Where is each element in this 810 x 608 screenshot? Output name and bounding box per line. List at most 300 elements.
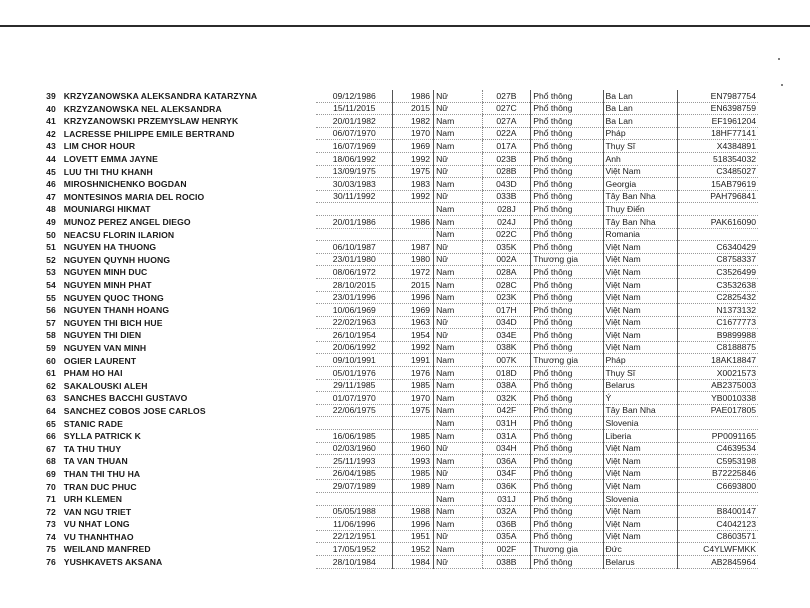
passenger-name: SANCHES BACCHI GUSTAVO xyxy=(63,393,188,404)
table-row xyxy=(38,455,758,468)
birth-year: 1969 xyxy=(393,304,434,317)
birth-year: 1975 xyxy=(393,165,434,178)
ticket-class: Thương gia xyxy=(531,543,603,556)
row-number: 60 xyxy=(46,355,56,366)
gender: Nam xyxy=(434,367,483,380)
seat-code: 036B xyxy=(482,518,531,531)
table-row xyxy=(38,379,758,392)
nationality: Belarus xyxy=(603,555,677,568)
nationality: Việt Nam xyxy=(603,278,677,291)
nationality: Georgia xyxy=(603,178,677,191)
birth-year xyxy=(393,493,434,506)
table-row xyxy=(38,90,758,102)
gender: Nữ xyxy=(434,90,483,102)
passport-number: C8758337 xyxy=(678,253,759,266)
birth-year: 1954 xyxy=(393,329,434,342)
passport-number: B8400147 xyxy=(678,505,759,518)
passport-number: 518354032 xyxy=(678,152,759,165)
row-number: 40 xyxy=(46,103,56,114)
nationality: Việt Nam xyxy=(603,518,677,531)
date-of-birth: 01/07/1970 xyxy=(316,392,392,405)
row-number: 76 xyxy=(46,557,56,568)
date-of-birth: 30/11/1992 xyxy=(316,190,392,203)
passport-number: C3485027 xyxy=(678,165,759,178)
gender: Nam xyxy=(434,505,483,518)
row-number: 64 xyxy=(46,405,56,416)
passenger-name: URH KLEMEN xyxy=(63,494,123,505)
ticket-class: Phổ thông xyxy=(531,493,603,506)
ticket-class: Phổ thông xyxy=(531,417,603,430)
gender: Nam xyxy=(434,379,483,392)
passport-number xyxy=(678,417,759,430)
row-number: 63 xyxy=(46,393,56,404)
passenger-name: SYLLA PATRICK K xyxy=(63,431,141,442)
birth-year: 1986 xyxy=(393,215,434,228)
nationality: Anh xyxy=(603,152,677,165)
row-number: 49 xyxy=(46,217,56,228)
nationality: Việt Nam xyxy=(603,266,677,279)
nationality: Ba Lan xyxy=(603,102,677,115)
table-row xyxy=(38,367,758,380)
table-row xyxy=(38,392,758,405)
seat-code: 028A xyxy=(482,266,531,279)
seat-code: 042F xyxy=(482,404,531,417)
seat-code: 022C xyxy=(482,228,531,241)
date-of-birth: 09/10/1991 xyxy=(316,354,392,367)
table-row xyxy=(38,467,758,480)
row-number: 68 xyxy=(46,456,56,467)
date-of-birth xyxy=(316,493,392,506)
date-of-birth: 08/06/1972 xyxy=(316,266,392,279)
birth-year: 1996 xyxy=(393,518,434,531)
passenger-list xyxy=(38,90,758,568)
ticket-class: Phổ thông xyxy=(531,518,603,531)
date-of-birth: 05/01/1976 xyxy=(316,367,392,380)
passenger-name: MONTESINOS MARIA DEL ROCIO xyxy=(63,191,205,202)
birth-year: 1983 xyxy=(393,178,434,191)
nationality: Thụy Sĩ xyxy=(603,367,677,380)
ticket-class: Phổ thông xyxy=(531,530,603,543)
date-of-birth: 05/05/1988 xyxy=(316,505,392,518)
birth-year: 1976 xyxy=(393,367,434,380)
passenger-name: LOVETT EMMA JAYNE xyxy=(63,154,158,165)
date-of-birth: 18/06/1992 xyxy=(316,152,392,165)
date-of-birth: 26/10/1954 xyxy=(316,329,392,342)
date-of-birth: 25/11/1993 xyxy=(316,455,392,468)
passenger-name: VU THANHTHAO xyxy=(63,531,134,542)
seat-code: 038B xyxy=(482,555,531,568)
nationality: Pháp xyxy=(603,354,677,367)
passenger-name: NGUYEN THANH HOANG xyxy=(63,305,170,316)
table-row xyxy=(38,291,758,304)
passenger-name: THAN THI THU HA xyxy=(63,468,141,479)
passport-number: C2825432 xyxy=(678,291,759,304)
passport-number: EF1961204 xyxy=(678,115,759,128)
ticket-class: Phổ thông xyxy=(531,329,603,342)
passenger-table-body xyxy=(38,90,758,568)
passenger-name: KRZYZANOWSKA NEL ALEKSANDRA xyxy=(63,103,222,114)
nationality: Ý xyxy=(603,392,677,405)
table-row xyxy=(38,404,758,417)
nationality: Việt Nam xyxy=(603,304,677,317)
ticket-class: Phổ thông xyxy=(531,115,603,128)
gender: Nam xyxy=(434,518,483,531)
birth-year: 1985 xyxy=(393,467,434,480)
table-row xyxy=(38,253,758,266)
nationality: Việt Nam xyxy=(603,253,677,266)
ticket-class: Phổ thông xyxy=(531,341,603,354)
birth-year: 1960 xyxy=(393,442,434,455)
date-of-birth: 23/01/1996 xyxy=(316,291,392,304)
date-of-birth: 26/04/1985 xyxy=(316,467,392,480)
passport-number: C4YLWFMKK xyxy=(678,543,759,556)
date-of-birth: 17/05/1952 xyxy=(316,543,392,556)
seat-code: 034H xyxy=(482,442,531,455)
seat-code: 031H xyxy=(482,417,531,430)
seat-code: 032K xyxy=(482,392,531,405)
gender: Nam xyxy=(434,417,483,430)
row-number: 62 xyxy=(46,380,56,391)
seat-code: 018D xyxy=(482,367,531,380)
ticket-class: Phổ thông xyxy=(531,152,603,165)
passenger-name: NGUYEN THI BICH HUE xyxy=(63,317,163,328)
birth-year: 2015 xyxy=(393,102,434,115)
passenger-name: OGIER LAURENT xyxy=(63,355,137,366)
passenger-name: TA THU THUY xyxy=(63,443,122,454)
row-number: 44 xyxy=(46,154,56,165)
table-row xyxy=(38,152,758,165)
scan-speck xyxy=(778,58,780,60)
date-of-birth: 10/06/1969 xyxy=(316,304,392,317)
table-row xyxy=(38,329,758,342)
table-row xyxy=(38,555,758,568)
row-number: 45 xyxy=(46,166,56,177)
table-row xyxy=(38,127,758,140)
nationality: Liberia xyxy=(603,430,677,443)
gender: Nữ xyxy=(434,253,483,266)
ticket-class: Phổ thông xyxy=(531,266,603,279)
passport-number: 15AB79619 xyxy=(678,178,759,191)
seat-code: 036A xyxy=(482,455,531,468)
table-row xyxy=(38,530,758,543)
birth-year: 1987 xyxy=(393,241,434,254)
passport-number: PAK616090 xyxy=(678,215,759,228)
birth-year: 1982 xyxy=(393,115,434,128)
table-row xyxy=(38,417,758,430)
ticket-class: Phổ thông xyxy=(531,505,603,518)
nationality: Ba Lan xyxy=(603,90,677,102)
seat-code: 002A xyxy=(482,253,531,266)
birth-year: 1952 xyxy=(393,543,434,556)
birth-year: 1951 xyxy=(393,530,434,543)
nationality: Việt Nam xyxy=(603,442,677,455)
ticket-class: Phổ thông xyxy=(531,304,603,317)
table-row xyxy=(38,354,758,367)
table-row xyxy=(38,115,758,128)
birth-year: 1985 xyxy=(393,379,434,392)
ticket-class: Phổ thông xyxy=(531,404,603,417)
passport-number: X0021573 xyxy=(678,367,759,380)
gender: Nữ xyxy=(434,316,483,329)
seat-code: 017A xyxy=(482,140,531,153)
table-row xyxy=(38,304,758,317)
seat-code: 031A xyxy=(482,430,531,443)
date-of-birth xyxy=(316,228,392,241)
date-of-birth: 11/06/1996 xyxy=(316,518,392,531)
passenger-name: LACRESSE PHILIPPE EMILE BERTRAND xyxy=(63,128,235,139)
table-row xyxy=(38,341,758,354)
seat-code: 033B xyxy=(482,190,531,203)
nationality: Slovenia xyxy=(603,493,677,506)
row-number: 39 xyxy=(46,91,56,102)
seat-code: 034D xyxy=(482,316,531,329)
date-of-birth: 16/07/1969 xyxy=(316,140,392,153)
nationality: Pháp xyxy=(603,127,677,140)
table-row xyxy=(38,228,758,241)
passenger-name: TRAN DUC PHUC xyxy=(63,481,137,492)
ticket-class: Phổ thông xyxy=(531,455,603,468)
ticket-class: Phổ thông xyxy=(531,291,603,304)
seat-code: 023K xyxy=(482,291,531,304)
passenger-name: NGUYEN THI DIEN xyxy=(63,330,142,341)
nationality: Việt Nam xyxy=(603,505,677,518)
seat-code: 002F xyxy=(482,543,531,556)
gender: Nữ xyxy=(434,442,483,455)
birth-year: 1992 xyxy=(393,152,434,165)
passenger-name: MUNOZ PEREZ ANGEL DIEGO xyxy=(63,217,191,228)
table-row xyxy=(38,505,758,518)
passport-number: EN6398759 xyxy=(678,102,759,115)
nationality: Belarus xyxy=(603,379,677,392)
passport-number xyxy=(678,203,759,216)
birth-year: 1992 xyxy=(393,190,434,203)
passenger-name: NGUYEN MINH PHAT xyxy=(63,280,152,290)
gender: Nữ xyxy=(434,530,483,543)
gender: Nam xyxy=(434,203,483,216)
date-of-birth: 28/10/1984 xyxy=(316,555,392,568)
gender: Nam xyxy=(434,304,483,317)
table-row xyxy=(38,165,758,178)
row-number: 66 xyxy=(46,431,56,442)
table-row xyxy=(38,493,758,506)
seat-code: 017H xyxy=(482,304,531,317)
gender: Nam xyxy=(434,430,483,443)
gender: Nam xyxy=(434,392,483,405)
passport-number: C3532638 xyxy=(678,278,759,291)
row-number: 43 xyxy=(46,141,56,152)
table-row xyxy=(38,543,758,556)
gender: Nam xyxy=(434,215,483,228)
date-of-birth: 15/11/2015 xyxy=(316,102,392,115)
gender: Nam xyxy=(434,455,483,468)
nationality: Tây Ban Nha xyxy=(603,190,677,203)
birth-year: 1975 xyxy=(393,404,434,417)
passport-number: PAE017805 xyxy=(678,404,759,417)
ticket-class: Phổ thông xyxy=(531,127,603,140)
gender: Nam xyxy=(434,266,483,279)
passenger-name: YUSHKAVETS AKSANA xyxy=(63,557,163,568)
gender: Nam xyxy=(434,493,483,506)
table-row xyxy=(38,102,758,115)
row-number: 48 xyxy=(46,204,56,215)
passport-number: 18AK18847 xyxy=(678,354,759,367)
ticket-class: Phổ thông xyxy=(531,480,603,493)
ticket-class: Phổ thông xyxy=(531,215,603,228)
row-number: 75 xyxy=(46,544,56,555)
nationality: Việt Nam xyxy=(603,165,677,178)
gender: Nữ xyxy=(434,165,483,178)
date-of-birth: 09/12/1986 xyxy=(316,90,392,102)
page-top-border xyxy=(0,25,810,27)
ticket-class: Phổ thông xyxy=(531,555,603,568)
row-number: 41 xyxy=(46,116,56,127)
seat-code: 034E xyxy=(482,329,531,342)
nationality: Việt Nam xyxy=(603,530,677,543)
passenger-name: LIM CHOR HOUR xyxy=(63,141,136,152)
nationality: Ba Lan xyxy=(603,115,677,128)
date-of-birth: 06/10/1987 xyxy=(316,241,392,254)
row-number: 47 xyxy=(46,191,56,202)
nationality: Việt Nam xyxy=(603,467,677,480)
gender: Nữ xyxy=(434,241,483,254)
scan-speck xyxy=(781,84,783,86)
seat-code: 007K xyxy=(482,354,531,367)
seat-code: 031J xyxy=(482,493,531,506)
row-number: 57 xyxy=(46,317,56,328)
birth-year: 1970 xyxy=(393,127,434,140)
nationality: Việt Nam xyxy=(603,316,677,329)
seat-code: 032A xyxy=(482,505,531,518)
date-of-birth: 29/11/1985 xyxy=(316,379,392,392)
gender: Nam xyxy=(434,354,483,367)
row-number: 53 xyxy=(46,267,56,278)
ticket-class: Thương gia xyxy=(531,354,603,367)
birth-year xyxy=(393,228,434,241)
ticket-class: Phổ thông xyxy=(531,241,603,254)
passport-number xyxy=(678,228,759,241)
seat-code: 036K xyxy=(482,480,531,493)
passenger-table xyxy=(38,90,758,569)
ticket-class: Phổ thông xyxy=(531,178,603,191)
row-number: 67 xyxy=(46,443,56,454)
birth-year: 2015 xyxy=(393,278,434,291)
table-row xyxy=(38,430,758,443)
nationality: Thụy Sĩ xyxy=(603,140,677,153)
birth-year: 1972 xyxy=(393,266,434,279)
passport-number: C8188875 xyxy=(678,341,759,354)
ticket-class: Thương gia xyxy=(531,253,603,266)
table-row xyxy=(38,140,758,153)
row-number: 71 xyxy=(46,494,56,505)
date-of-birth: 30/03/1983 xyxy=(316,178,392,191)
birth-year xyxy=(393,417,434,430)
passenger-name: TA VAN THUAN xyxy=(63,456,128,467)
gender: Nam xyxy=(434,480,483,493)
row-number: 50 xyxy=(46,229,56,240)
seat-code: 035A xyxy=(482,530,531,543)
birth-year: 1986 xyxy=(393,90,434,102)
row-number: 56 xyxy=(46,305,56,316)
passenger-name: PHAM HO HAI xyxy=(63,368,123,379)
passenger-name: NGUYEN HA THUONG xyxy=(63,242,157,253)
gender: Nữ xyxy=(434,190,483,203)
passenger-name: NEACSU FLORIN ILARION xyxy=(63,229,175,240)
row-number: 58 xyxy=(46,330,56,341)
ticket-class: Phổ thông xyxy=(531,392,603,405)
nationality: Thụy Điển xyxy=(603,203,677,216)
birth-year: 1989 xyxy=(393,480,434,493)
date-of-birth: 23/01/1980 xyxy=(316,253,392,266)
table-row xyxy=(38,442,758,455)
table-row xyxy=(38,278,758,291)
passport-number: AB2845964 xyxy=(678,555,759,568)
table-row xyxy=(38,190,758,203)
passport-number: X4384891 xyxy=(678,140,759,153)
birth-year: 1991 xyxy=(393,354,434,367)
seat-code: 027A xyxy=(482,115,531,128)
row-number: 59 xyxy=(46,342,56,353)
passenger-name: NGUYEN QUYNH HUONG xyxy=(63,254,171,265)
table-row xyxy=(38,215,758,228)
seat-code: 028B xyxy=(482,165,531,178)
gender: Nam xyxy=(434,291,483,304)
row-number: 65 xyxy=(46,418,56,429)
date-of-birth: 29/07/1989 xyxy=(316,480,392,493)
gender: Nam xyxy=(434,127,483,140)
seat-code: 028J xyxy=(482,203,531,216)
seat-code: 038K xyxy=(482,341,531,354)
row-number: 51 xyxy=(46,242,56,253)
gender: Nam xyxy=(434,543,483,556)
gender: Nam xyxy=(434,404,483,417)
nationality: Việt Nam xyxy=(603,341,677,354)
birth-year: 1980 xyxy=(393,253,434,266)
nationality: Việt Nam xyxy=(603,291,677,304)
row-number: 55 xyxy=(46,292,56,303)
row-number: 61 xyxy=(46,368,56,379)
ticket-class: Phổ thông xyxy=(531,430,603,443)
passenger-name: KRZYZANOWSKA ALEKSANDRA KATARZYNA xyxy=(63,91,258,102)
ticket-class: Phổ thông xyxy=(531,165,603,178)
date-of-birth: 13/09/1975 xyxy=(316,165,392,178)
table-row xyxy=(38,266,758,279)
gender: Nữ xyxy=(434,467,483,480)
passenger-name: STANIC RADE xyxy=(63,418,123,429)
date-of-birth: 20/06/1992 xyxy=(316,341,392,354)
seat-code: 043D xyxy=(482,178,531,191)
passport-number: 18HF77141 xyxy=(678,127,759,140)
date-of-birth: 22/06/1975 xyxy=(316,404,392,417)
ticket-class: Phổ thông xyxy=(531,367,603,380)
nationality: Việt Nam xyxy=(603,329,677,342)
date-of-birth: 28/10/2015 xyxy=(316,278,392,291)
gender: Nam xyxy=(434,278,483,291)
birth-year: 1988 xyxy=(393,505,434,518)
ticket-class: Phổ thông xyxy=(531,379,603,392)
ticket-class: Phổ thông xyxy=(531,90,603,102)
seat-code: 028C xyxy=(482,278,531,291)
passenger-name: LUU THI THU KHANH xyxy=(63,166,153,177)
passport-number: N1373132 xyxy=(678,304,759,317)
passenger-name: NGUYEN MINH DUC xyxy=(63,267,148,278)
date-of-birth: 20/01/1986 xyxy=(316,215,392,228)
date-of-birth xyxy=(316,203,392,216)
ticket-class: Phổ thông xyxy=(531,203,603,216)
row-number: 52 xyxy=(46,254,56,265)
gender: Nữ xyxy=(434,152,483,165)
seat-code: 038A xyxy=(482,379,531,392)
ticket-class: Phổ thông xyxy=(531,228,603,241)
